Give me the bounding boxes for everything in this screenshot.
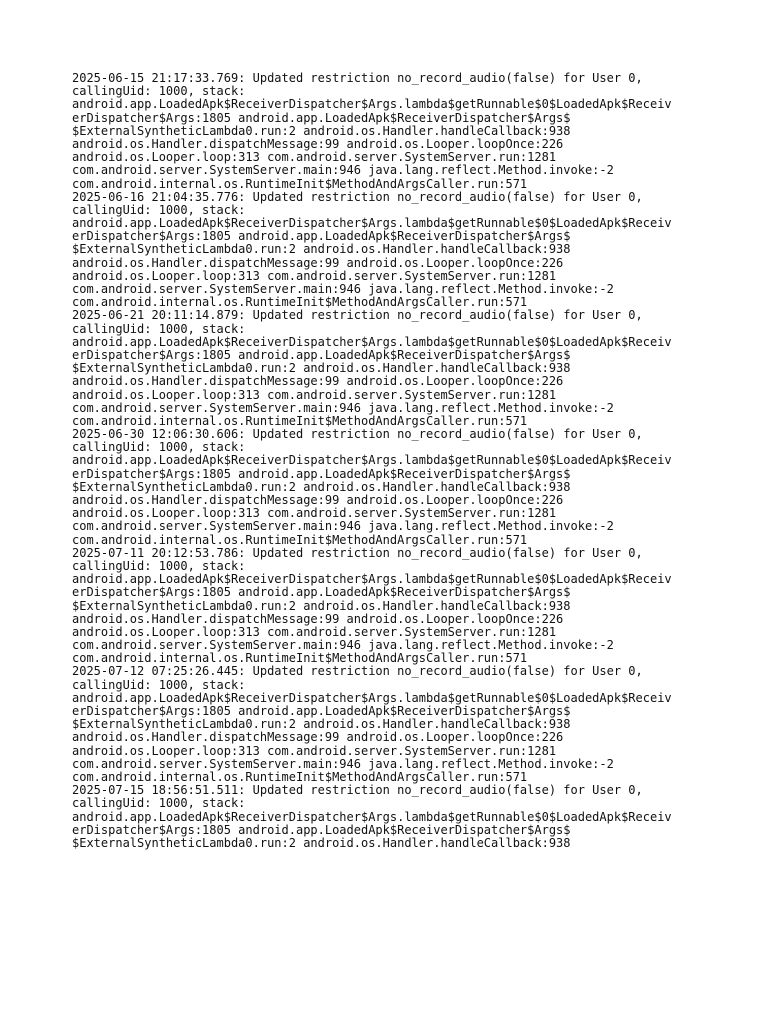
log-line: callingUid: 1000, stack: [72,202,246,217]
log-line: android.app.LoadedApk$ReceiverDispatcher$Args.lambda$getRunnable$0$LoadedApk$Receiv [72,809,672,824]
log-line: android.os.Looper.loop:313 com.android.server.SystemServer.run:1281 [72,743,557,758]
log-line: android.app.LoadedApk$ReceiverDispatcher$Args.lambda$getRunnable$0$LoadedApk$Receiv [72,453,672,468]
log-line: callingUid: 1000, stack: [72,677,246,692]
log-line: callingUid: 1000, stack: [72,558,246,573]
log-line: com.android.server.SystemServer.main:946 java.lang.reflect.Method.invoke:-2 [72,756,614,771]
log-line: android.os.Looper.loop:313 com.android.server.SystemServer.run:1281 [72,506,557,521]
log-line: com.android.internal.os.RuntimeInit$MethodAndArgsCaller.run:571 [72,176,528,191]
log-line: $ExternalSyntheticLambda0.run:2 android.os.Handler.handleCallback:938 [72,361,571,376]
log-line: 2025-07-15 18:56:51.511: Updated restriction no_record_audio(false) for User 0, [72,783,643,798]
log-line: 2025-06-15 21:17:33.769: Updated restriction no_record_audio(false) for User 0, [72,71,643,85]
log-line: com.android.server.SystemServer.main:946 java.lang.reflect.Method.invoke:-2 [72,282,614,296]
log-line: callingUid: 1000, stack: [72,84,246,99]
log-line: android.app.LoadedApk$ReceiverDispatcher$Args.lambda$getRunnable$0$LoadedApk$Receiv [72,572,672,587]
log-line: com.android.server.SystemServer.main:946 java.lang.reflect.Method.invoke:-2 [72,638,614,653]
log-line: 2025-06-16 21:04:35.776: Updated restriction no_record_audio(false) for User 0, [72,189,643,204]
log-line: com.android.server.SystemServer.main:946 java.lang.reflect.Method.invoke:-2 [72,400,614,415]
log-text-block [72,72,712,850]
log-line: com.android.internal.os.RuntimeInit$MethodAndArgsCaller.run:571 [72,769,528,784]
log-line: android.os.Handler.dispatchMessage:99 android.os.Looper.loopOnce:226 [72,374,564,389]
log-line: 2025-06-30 12:06:30.606: Updated restriction no_record_audio(false) for User 0, [72,427,643,442]
log-line: $ExternalSyntheticLambda0.run:2 android.os.Handler.handleCallback:938 [72,598,571,613]
log-line: erDispatcher$Args:1805 android.app.LoadedApk$ReceiverDispatcher$Args$ [72,110,571,125]
log-line: 2025-06-21 20:11:14.879: Updated restriction no_record_audio(false) for User 0, [72,308,643,323]
log-line: com.android.internal.os.RuntimeInit$MethodAndArgsCaller.run:571 [72,295,528,310]
log-line: callingUid: 1000, stack: [72,796,246,811]
log-line: com.android.internal.os.RuntimeInit$MethodAndArgsCaller.run:571 [72,651,528,666]
log-line: com.android.server.SystemServer.main:946 java.lang.reflect.Method.invoke:-2 [72,163,614,178]
log-line: callingUid: 1000, stack: [72,321,246,336]
log-line: android.os.Handler.dispatchMessage:99 android.os.Looper.loopOnce:226 [72,730,564,745]
log-line: android.os.Looper.loop:313 com.android.server.SystemServer.run:1281 [72,387,557,402]
log-line: android.os.Handler.dispatchMessage:99 android.os.Looper.loopOnce:226 [72,255,564,270]
log-line: $ExternalSyntheticLambda0.run:2 android.os.Handler.handleCallback:938 [72,717,571,732]
log-line: android.app.LoadedApk$ReceiverDispatcher$Args.lambda$getRunnable$0$LoadedApk$Receiv [72,334,672,349]
log-line: com.android.server.SystemServer.main:946 java.lang.reflect.Method.invoke:-2 [72,519,614,534]
log-line: android.os.Handler.dispatchMessage:99 android.os.Looper.loopOnce:226 [72,493,564,507]
log-line: callingUid: 1000, stack: [72,440,246,455]
log-line: erDispatcher$Args:1805 android.app.LoadedApk$ReceiverDispatcher$Args$ [72,229,571,244]
log-line: $ExternalSyntheticLambda0.run:2 android.os.Handler.handleCallback:938 [72,242,571,257]
log-line: android.os.Looper.loop:313 com.android.server.SystemServer.run:1281 [72,624,557,639]
log-line: android.os.Looper.loop:313 com.android.server.SystemServer.run:1281 [72,150,557,165]
log-line: erDispatcher$Args:1805 android.app.LoadedApk$ReceiverDispatcher$Args$ [72,822,571,837]
log-line: android.app.LoadedApk$ReceiverDispatcher$Args.lambda$getRunnable$0$LoadedApk$Receiv [72,216,672,231]
log-line: erDispatcher$Args:1805 android.app.LoadedApk$ReceiverDispatcher$Args$ [72,466,571,481]
log-line: $ExternalSyntheticLambda0.run:2 android.os.Handler.handleCallback:938 [72,479,571,494]
log-line: erDispatcher$Args:1805 android.app.LoadedApk$ReceiverDispatcher$Args$ [72,704,571,718]
log-line: android.os.Looper.loop:313 com.android.server.SystemServer.run:1281 [72,268,557,283]
log-line: android.app.LoadedApk$ReceiverDispatcher$Args.lambda$getRunnable$0$LoadedApk$Receiv [72,690,672,705]
log-line: android.app.LoadedApk$ReceiverDispatcher$Args.lambda$getRunnable$0$LoadedApk$Receiv [72,97,672,112]
log-line: 2025-07-11 20:12:53.786: Updated restriction no_record_audio(false) for User 0, [72,545,643,560]
log-line: android.os.Handler.dispatchMessage:99 android.os.Looper.loopOnce:226 [72,611,564,626]
log-line: 2025-07-12 07:25:26.445: Updated restriction no_record_audio(false) for User 0, [72,664,643,679]
log-line: $ExternalSyntheticLambda0.run:2 android.os.Handler.handleCallback:938 [72,123,571,138]
log-line: android.os.Handler.dispatchMessage:99 android.os.Looper.loopOnce:226 [72,136,564,151]
log-line: com.android.internal.os.RuntimeInit$MethodAndArgsCaller.run:571 [72,413,528,428]
log-line: com.android.internal.os.RuntimeInit$MethodAndArgsCaller.run:571 [72,532,528,547]
log-line: erDispatcher$Args:1805 android.app.LoadedApk$ReceiverDispatcher$Args$ [72,585,571,600]
log-line: erDispatcher$Args:1805 android.app.LoadedApk$ReceiverDispatcher$Args$ [72,347,571,362]
log-line: $ExternalSyntheticLambda0.run:2 android.os.Handler.handleCallback:938 [72,835,571,850]
